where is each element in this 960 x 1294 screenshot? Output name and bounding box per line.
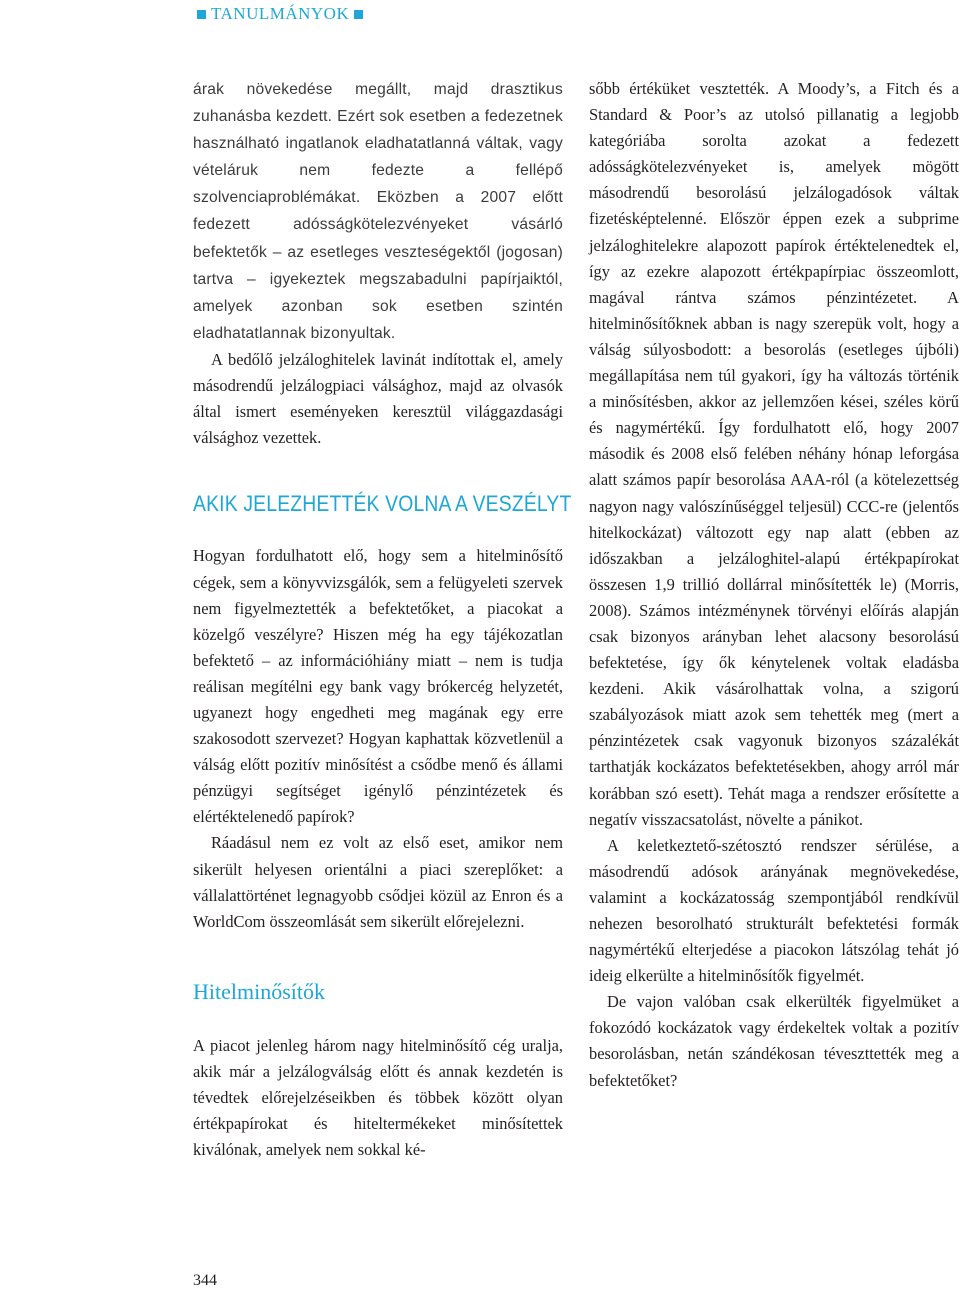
section-title: AKIK JELEZHETTÉK VOLNA A VESZÉLYT [193, 491, 572, 517]
left-column [193, 76, 572, 1163]
paragraph [193, 76, 563, 347]
paragraph: Ráadásul nem ez volt az első eset, amikor nem sikerült helyesen orientálni a piaci szereplőket: a vállalattörténet legnagyobb csődjei közül az Enron és a WorldCom összeomlását sem sikerült előrejelezni. [193, 833, 563, 931]
page-number: 344 [193, 1272, 217, 1289]
paragraph-text: Eközben a 2007 előtt fedezett adósságkötelezvényeket vásárló befektetők – az esetleges veszteségektől (jogosan) tartva – igyekeztek megszabadulni papírjaiktól, amelyek azonban sok esetben szintén eladhatatlannak bizonyultak. [193, 189, 563, 342]
paragraph: sőbb értéküket vesztették. A Moody’s, a Fitch és a Standard & Poor’s az utolsó pillanatig a legjobb kategóriába sorolta azokat a fedezett adósságkötelezvényeket is, amelyek mögött másodrendű besorolású jelzálogadósok váltak fizetésképtelenné. Először éppen ezek a subprime jelzáloghitelekre alapozott papírok értéktelenedtek el, így az ezekre alapozott értékpapírpiac összeomlott, magával rántva számos pénzintézetet. A hitelminősítőknek abban is nagy szerepük volt, hogy a válság súlyosbodott: a besorolás (esetleges újbóli) megállapítása nem túl gyakori, így ha változás történik a minősítésben, akkor az jellemzően kései, széles körű és nagymértékű. Így fordulhatott elő, hogy 2007 második és 2008 első felében néhány hónap leforgása alatt számos papír besorolása AAA-ról (a kötelezettség nagyon nagy valószínűséggel teljesül) CCC-re (jelentős hitelkockázat) változott egy nap alatt (ebben az időszakban a jelzáloghitel-alapú értékpapírokat összesen 1,9 trillió dollárral minősítették le) (Morris, 2008). Számos intézménynek törvényi előírás alapján csak bizonyos arányban lehet alacsony besorolású befektetése, így ők kénytelenek voltak eladásba kezdeni. Akik vásárolhattak volna, a szigorú szabályozások miatt azok sem tehették meg (mert a pénzintézetek csak vagyonuk bizonyos százalékát tarthatják kockázatos befektetésekben, ahogy arról már korábban szó esett). Tehát maga a rendszer erősítette a negatív visszacsatolást, növelte a pánikot. [589, 79, 959, 829]
square-bullet-icon [354, 10, 363, 19]
running-header [192, 4, 368, 24]
paragraph: A keletkeztető-szétosztó rendszer sérülése, a másodrendű adósok arányának megnövekedése, valamint a kockázatosság szempontjából rendkívül nehezen besorolható strukturált befektetési formák nagymértékű elterjedése a piacokon látszólag tehát jó ideig elkerülte a hitelminősítők figyelmét. [589, 835, 959, 986]
paragraph: Hogyan fordulhatott elő, hogy sem a hitelminősítő cégek, sem a könyvvizsgálók, sem a felügyeleti szervek nem figyelmeztették a befektetőket, a piacokat a közelgő veszélyre? Hiszen még ha egy tájékozatlan befektető – az információhiány miatt – nem is tudja reálisan megítélni egy bank vagy brókercég helyzetét, ugyanezt hogy engedheti meg magának egy erre szakosodott szervezet? Hogyan kaphattak közvetlenül a válság előtt pozitív minősítést a csődbe menő és állami pénzügyi segítséget igénylő pénzintézetek és elértéktelenedő papírok? [193, 546, 563, 827]
header-label: TANULMÁNYOK [211, 4, 350, 23]
square-bullet-icon [197, 10, 206, 19]
paragraph: A piacot jelenleg három nagy hitelminősítő cég uralja, akik már a jelzálogválság előtt és annak kezdetén is tévedtek előrejelzéseikben és többek között olyan értékpapírokat és hiteltermékeket minősítettek kiválónak, amelyek nem sokkal ké- [193, 1035, 563, 1160]
paragraph: A bedőlő jelzáloghitelek lavinát indítottak el, amely másodrendű jelzálogpiaci válsághoz, majd az olvasók által ismert eseményeken keresztül világgazdasági válsághoz vezettek. [193, 349, 563, 448]
right-column [589, 76, 959, 1094]
subsection-title: Hitelminősítők [193, 978, 325, 1004]
paragraph-text: árak növekedése megállt, majd drasztikus zuhanásba kezdett. Ezért sok esetben a fedezetnek használható ingatlanok eladhatatlanná váltak, vagy vételáruk nem fedezte a fellépő szolvenciaproblémákat. [193, 81, 563, 207]
paragraph: De vajon valóban csak elkerülték figyelmüket a fokozódó kockázatok vagy érdekeltek voltak a pozitív besorolásban, netán szándékosan téveszttették meg a befektetőket? [589, 992, 959, 1090]
